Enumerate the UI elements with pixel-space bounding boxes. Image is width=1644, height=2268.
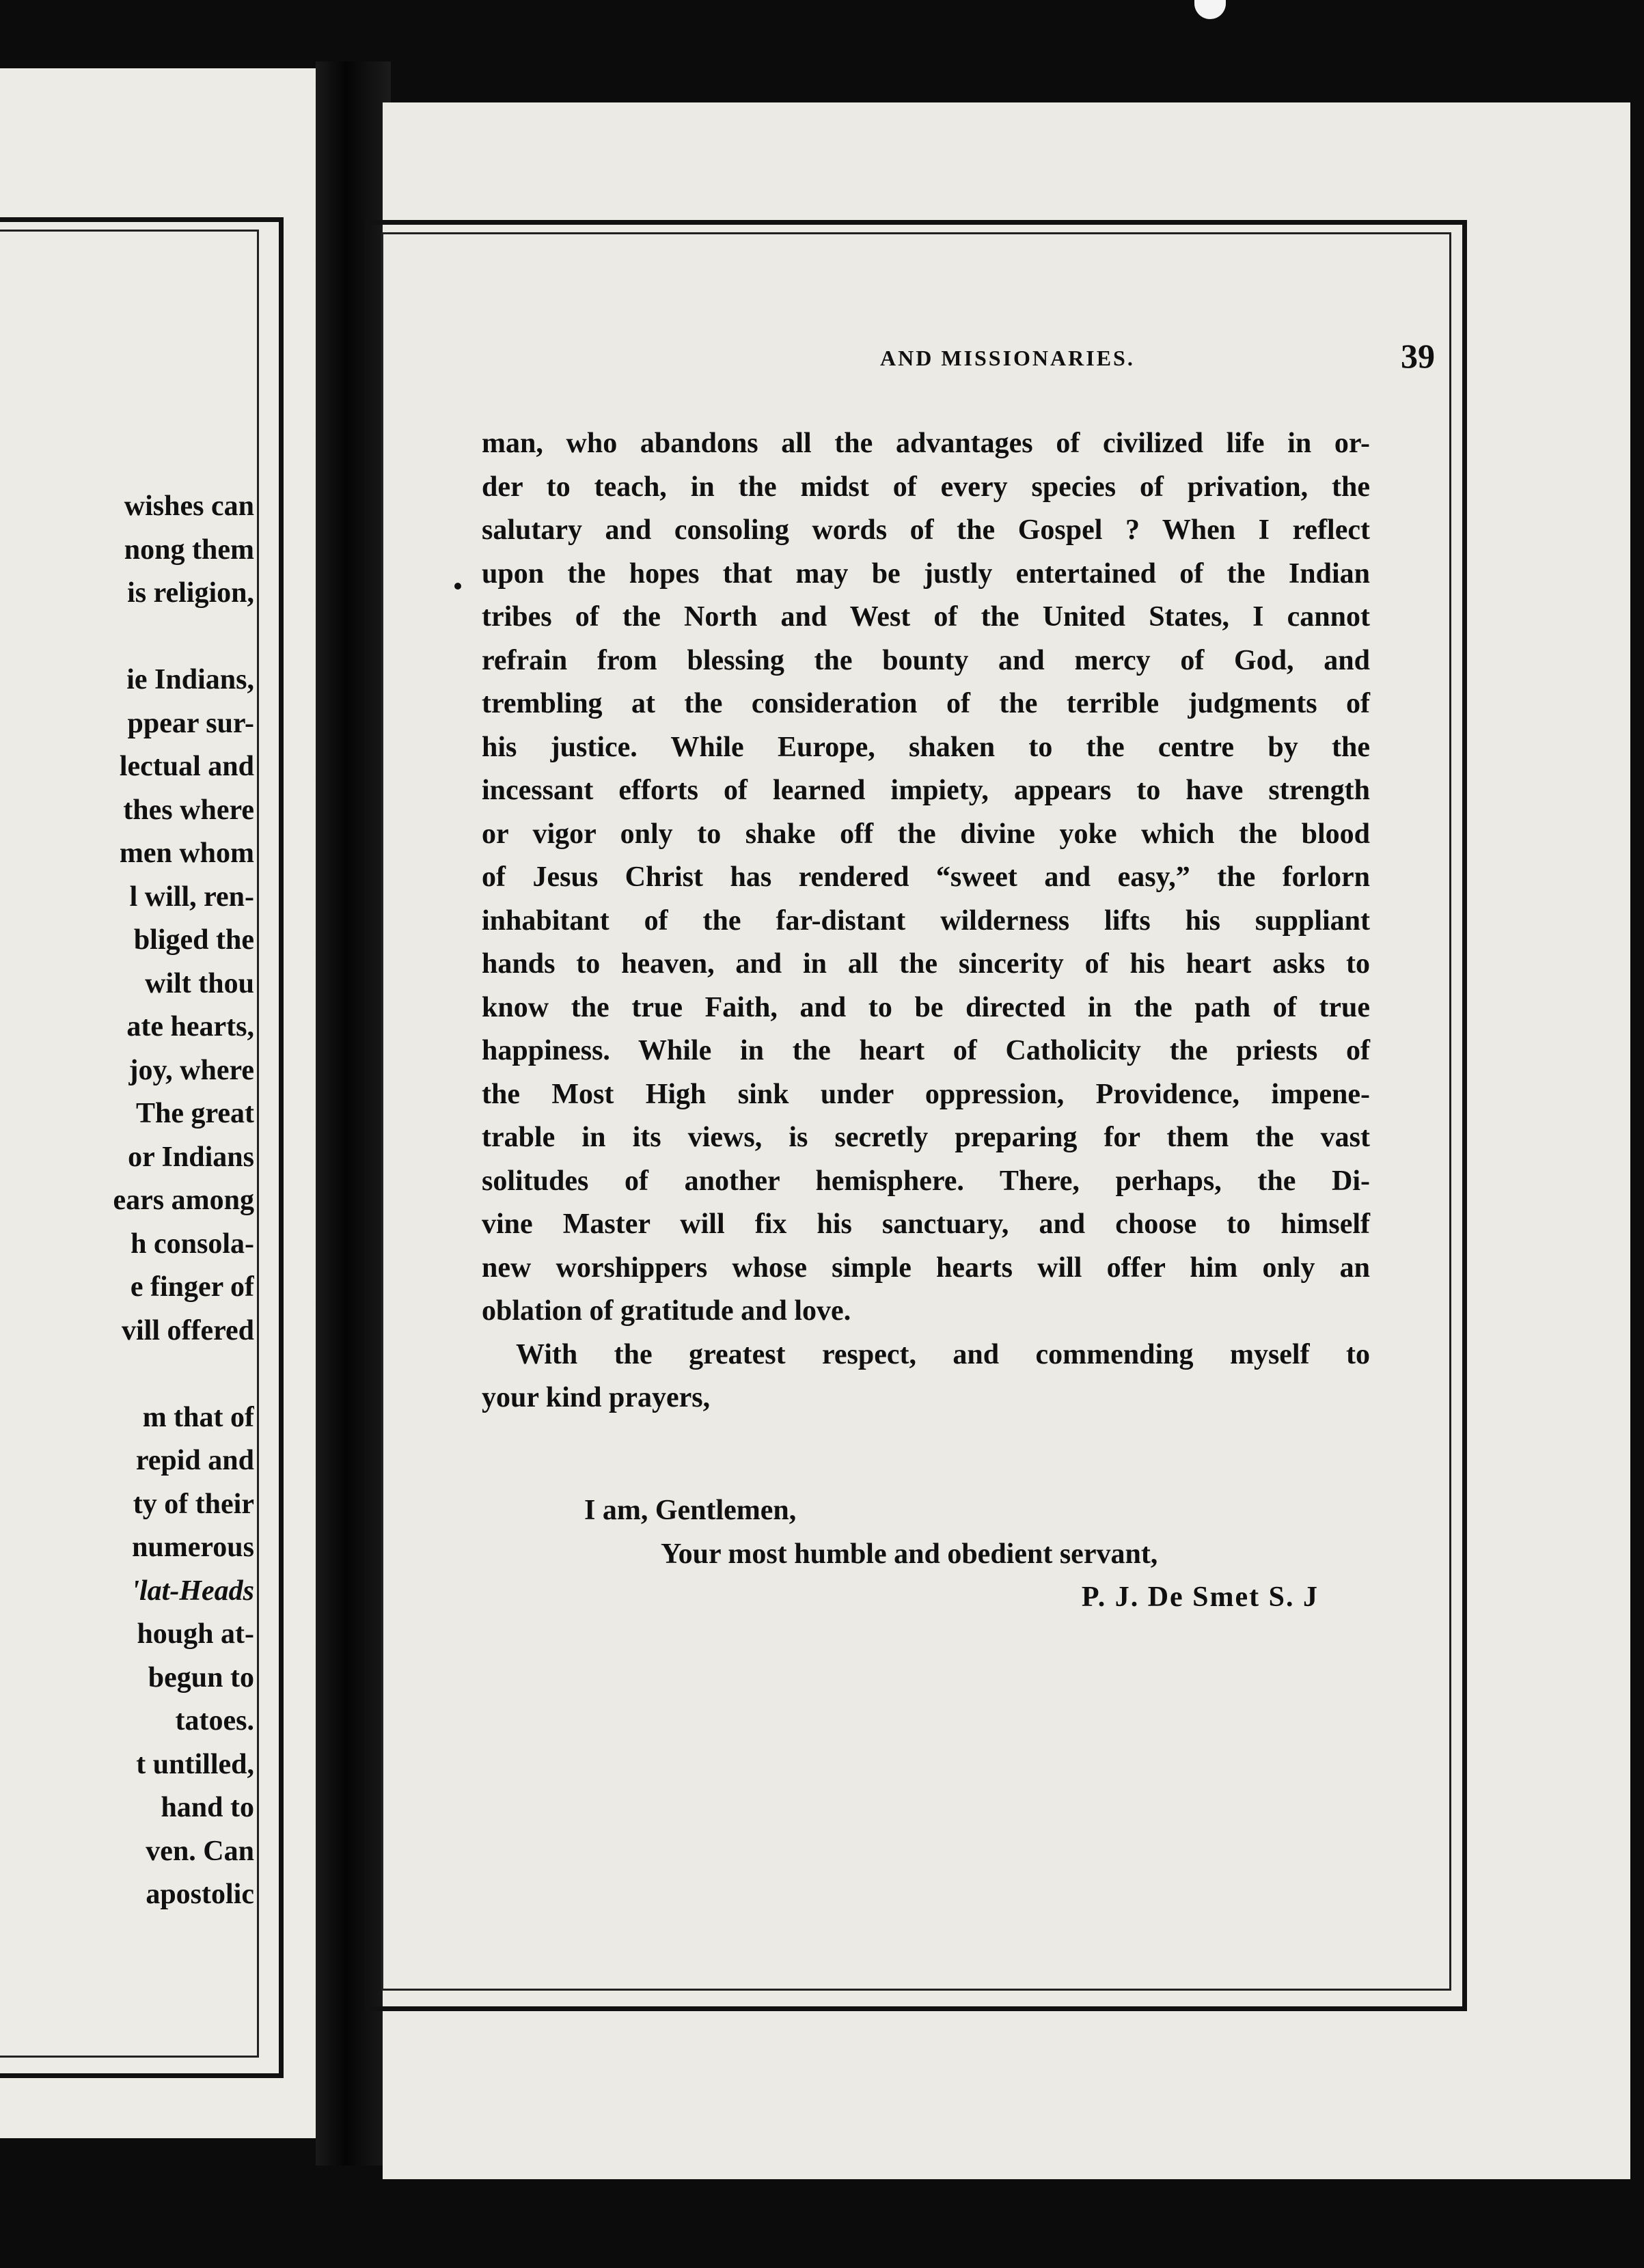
letter-closing — [482, 1489, 1370, 1620]
text-line: your kind prayers, — [482, 1382, 711, 1413]
left-text-line: ate hearts, — [126, 1011, 254, 1042]
left-text-line: The great — [135, 1098, 254, 1129]
salutation: I am, Gentlemen, — [584, 1495, 797, 1526]
left-text-line: or Indians — [128, 1141, 254, 1173]
text-line: refrain from blessing the bounty and mercy of God, and — [482, 644, 1370, 676]
text-line: know the true Faith, and to be directed in the path of true — [482, 991, 1370, 1023]
text-line: hands to heaven, and in all the sincerity of his heart asks to — [482, 948, 1370, 980]
left-text-line: numerous — [132, 1532, 254, 1563]
left-text-line: l will, ren- — [129, 881, 254, 913]
text-line: or vigor only to shake off the divine yoke which the blood — [482, 818, 1370, 850]
text-line: happiness. While in the heart of Catholicity the priests of — [482, 1035, 1370, 1066]
left-text-line — [0, 616, 254, 659]
left-text-line: ppear sur- — [127, 707, 254, 739]
text-line: trembling at the consideration of the terrible judgments of — [482, 688, 1370, 719]
right-page — [383, 102, 1630, 2179]
left-text-line: tatoes. — [175, 1705, 254, 1737]
body-text — [482, 422, 1370, 1420]
left-text-line: 'lat-Heads — [131, 1575, 254, 1607]
left-text-line: thes where — [123, 794, 254, 826]
left-text-line: wilt thou — [145, 967, 254, 999]
left-text-line: ven. Can — [146, 1835, 254, 1867]
left-text-line: ears among — [113, 1185, 254, 1216]
text-line: new worshippers whose simple hearts will offer him only an — [482, 1251, 1370, 1284]
text-line: With the greatest respect, and commending myself to — [516, 1338, 1370, 1370]
text-line: his justice. While Europe, shaken to the centre by the — [482, 731, 1370, 763]
left-text-line: h consola- — [131, 1228, 254, 1260]
left-text-line: m that of — [142, 1401, 254, 1433]
text-line: the Most High sink under oppression, Providence, impene- — [482, 1078, 1370, 1110]
text-line: tribes of the North and West of the United States, I cannot — [482, 601, 1370, 633]
text-line: vine Master will fix his sanctuary, and choose to himself — [482, 1208, 1370, 1240]
text-line: der to teach, in the midst of every species of privation, the — [482, 471, 1370, 503]
text-line: of Jesus Christ has rendered “sweet and easy,” the forlorn — [482, 861, 1370, 893]
left-text-line: t untilled, — [136, 1748, 254, 1780]
left-text-line: ie Indians, — [126, 664, 254, 695]
left-text-line: hand to — [161, 1792, 254, 1823]
left-text-line: is religion, — [127, 577, 254, 609]
left-text-line: joy, where — [128, 1054, 254, 1086]
left-text-line: begun to — [148, 1661, 254, 1693]
text-line: oblation of gratitude and love. — [482, 1295, 851, 1327]
left-text-line: wishes can — [124, 490, 254, 522]
signature: P. J. De Smet S. J — [1081, 1581, 1319, 1613]
running-head: AND MISSIONARIES. — [880, 346, 1135, 370]
text-line: inhabitant of the far-distant wilderness lifts his suppliant — [482, 904, 1370, 937]
text-line: man, who abandons all the advantages of civilized life in or- — [482, 428, 1370, 459]
left-page-text — [0, 485, 254, 1917]
text-line: incessant efforts of learned impiety, appears to have strength — [482, 775, 1370, 806]
text-line: solitudes of another hemisphere. There, perhaps, the Di- — [482, 1165, 1370, 1197]
left-text-line: e finger of — [130, 1271, 254, 1303]
left-page — [0, 68, 316, 2138]
left-text-line: hough at- — [137, 1618, 254, 1650]
left-text-line: repid and — [135, 1445, 254, 1476]
text-line: salutary and consoling words of the Gospel ? When I reflect — [482, 514, 1370, 546]
text-line: upon the hopes that may be justly entertained of the Indian — [482, 557, 1370, 590]
valediction: Your most humble and obedient servant, — [661, 1538, 1158, 1570]
left-text-line: bliged the — [133, 924, 254, 956]
left-text-line: ty of their — [133, 1488, 254, 1520]
left-text-line — [0, 1353, 254, 1396]
left-text-line: men whom — [119, 838, 254, 869]
left-text-line: nong them — [124, 534, 254, 566]
text-line: trable in its views, is secretly preparing for them the vast — [482, 1122, 1370, 1153]
scan-speck — [1194, 0, 1226, 19]
left-text-line: apostolic — [146, 1879, 254, 1910]
left-text-line: vill offered — [121, 1314, 254, 1346]
page-number: 39 — [1401, 337, 1435, 375]
page-header — [478, 337, 1435, 383]
margin-dot — [454, 583, 461, 590]
left-text-line: lectual and — [119, 751, 254, 782]
